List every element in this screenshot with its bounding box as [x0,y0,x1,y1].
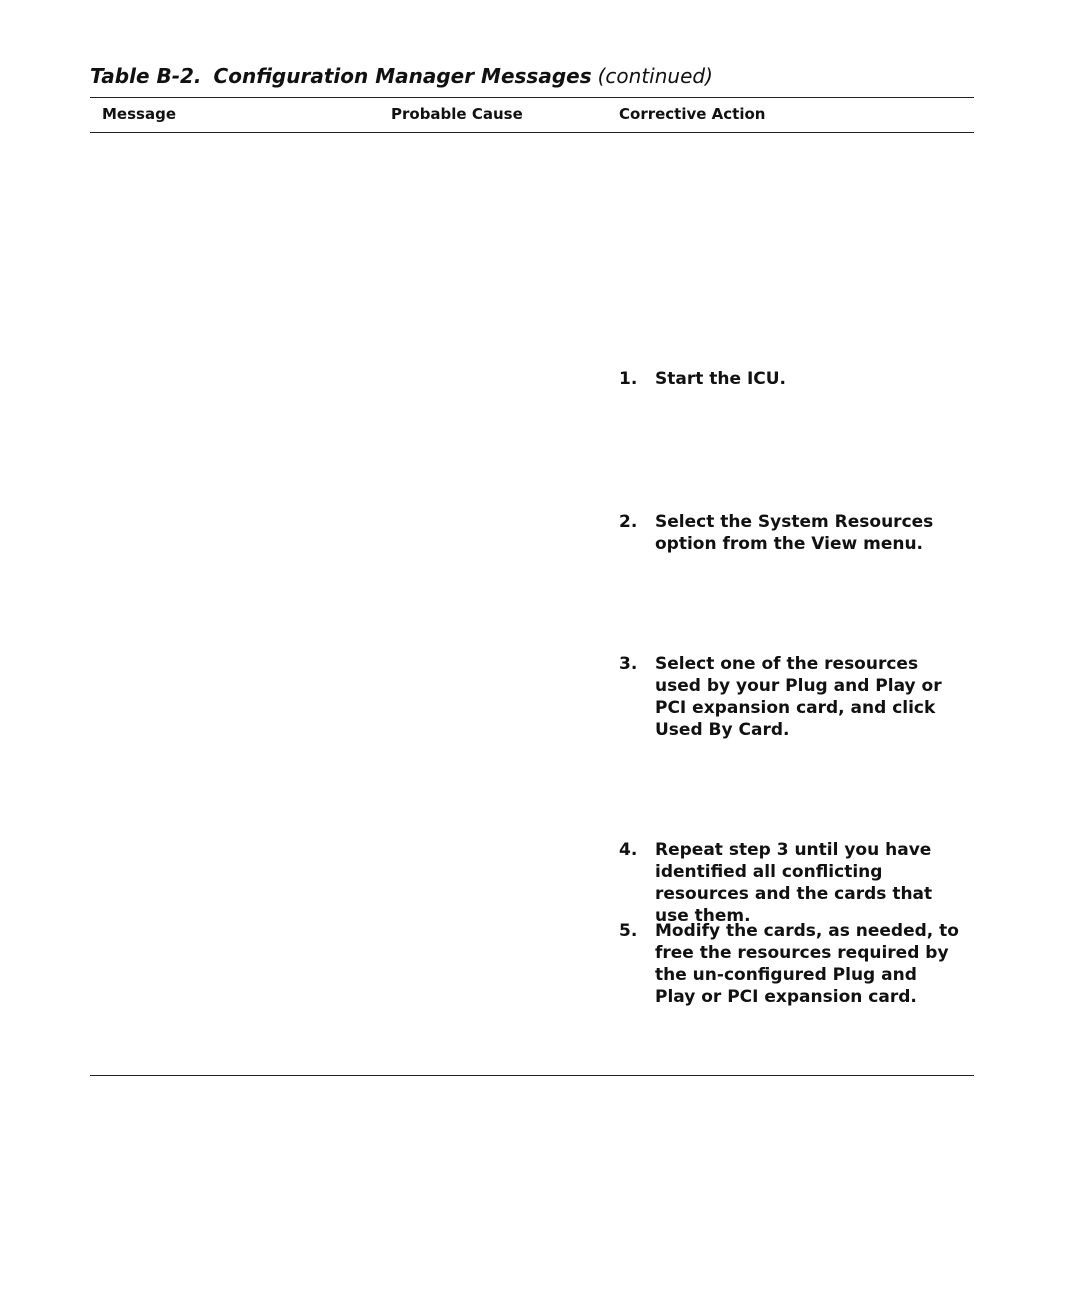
column-header-corrective-action: Corrective Action [619,105,766,123]
step-text: Select the System Resources option from the View menu. [655,512,934,554]
step-number: 4. [619,840,638,860]
step-text: Select one of the resources used by your Plug and Play or PCI expansion card, and click Used By Card. [655,654,942,740]
step-number: 1. [619,369,638,389]
step-text: Repeat step 3 until you have identified all conflicting resources and the cards that use them. [655,840,933,926]
table-label: Table B-2. [90,64,202,88]
step-text: Modify the cards, as needed, to free the resources required by the un-configured Plug and Play or PCI expansion card. [655,921,959,1007]
step-number: 3. [619,654,638,674]
table-bottom-rule [90,1075,974,1076]
corrective-step-2 [619,511,964,555]
corrective-step-3 [619,653,964,741]
table-title: Configuration Manager Messages [213,64,592,88]
column-header-probable-cause: Probable Cause [391,105,523,123]
column-header-message: Message [102,105,176,123]
corrective-step-4 [619,839,964,927]
table-continued-note: (continued) [597,64,713,88]
step-number: 5. [619,921,638,941]
table-header-rule [90,132,974,133]
step-text: Start the ICU. [655,369,787,389]
corrective-step-5 [619,920,964,1008]
step-number: 2. [619,512,638,532]
corrective-step-1 [619,368,964,390]
table-top-rule [90,97,974,98]
table-caption [90,64,713,88]
